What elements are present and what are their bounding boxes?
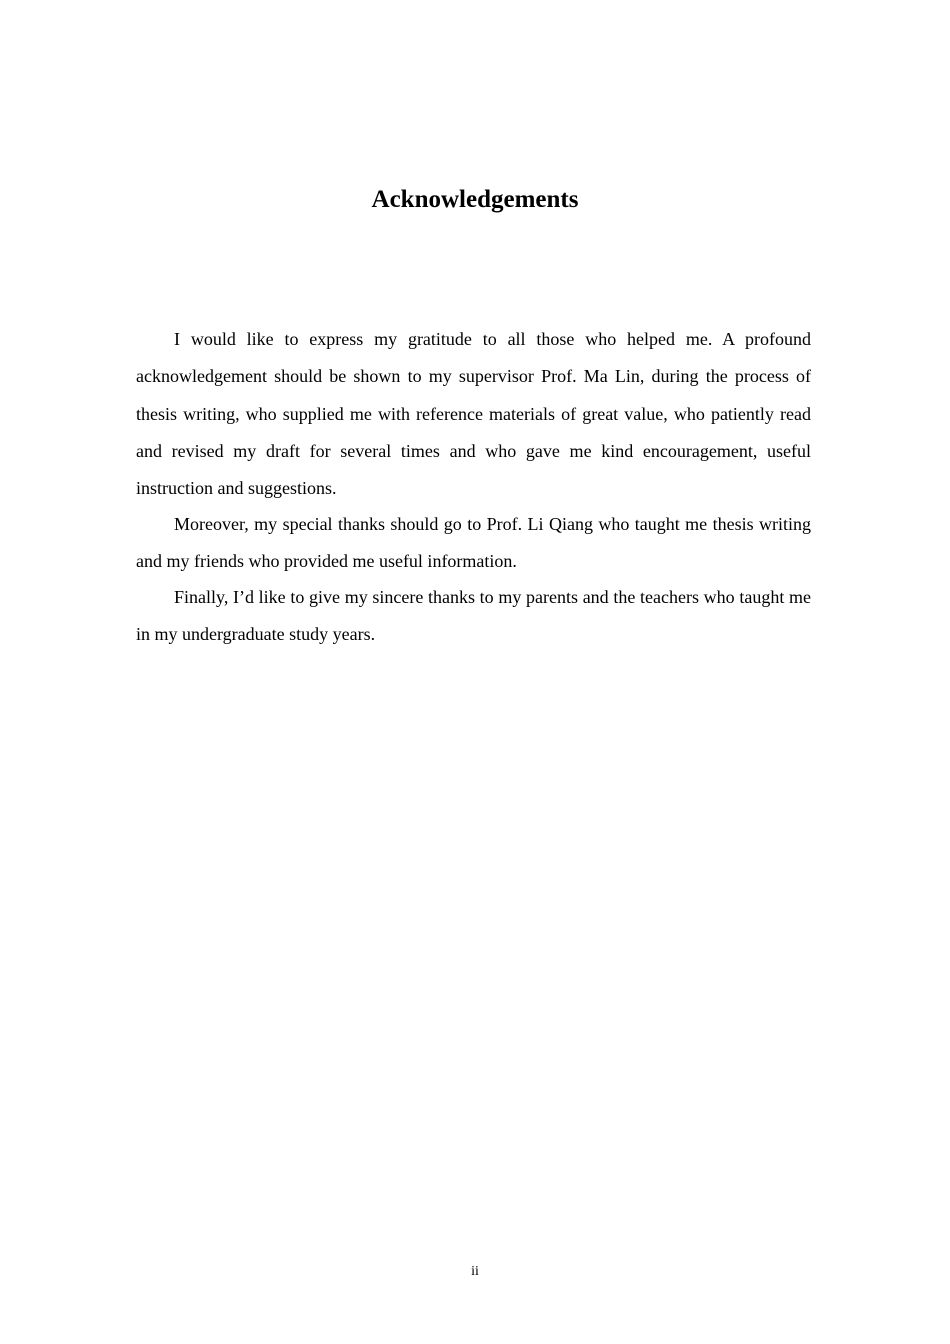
paragraph: Finally, I’d like to give my sincere thanks to my parents and the teachers who taught me in my undergraduate study years. <box>136 587 811 645</box>
paragraph: Moreover, my special thanks should go to Prof. Li Qiang who taught me thesis writing and my friends who provided me useful information. <box>136 513 811 572</box>
page-number: ii <box>471 1264 479 1279</box>
page-title: Acknowledgements <box>371 186 579 213</box>
paragraph: I would like to express my gratitude to all those who helped me. A profound acknowledgement should be shown to my supervisor Prof. Ma Lin, during the process of thesis writing, who supplied me with reference materials of great value, who patiently read and revised my draft for several times and who gave me kind encouragement, useful instruction and suggestions. <box>136 329 811 499</box>
document-body <box>136 321 811 654</box>
